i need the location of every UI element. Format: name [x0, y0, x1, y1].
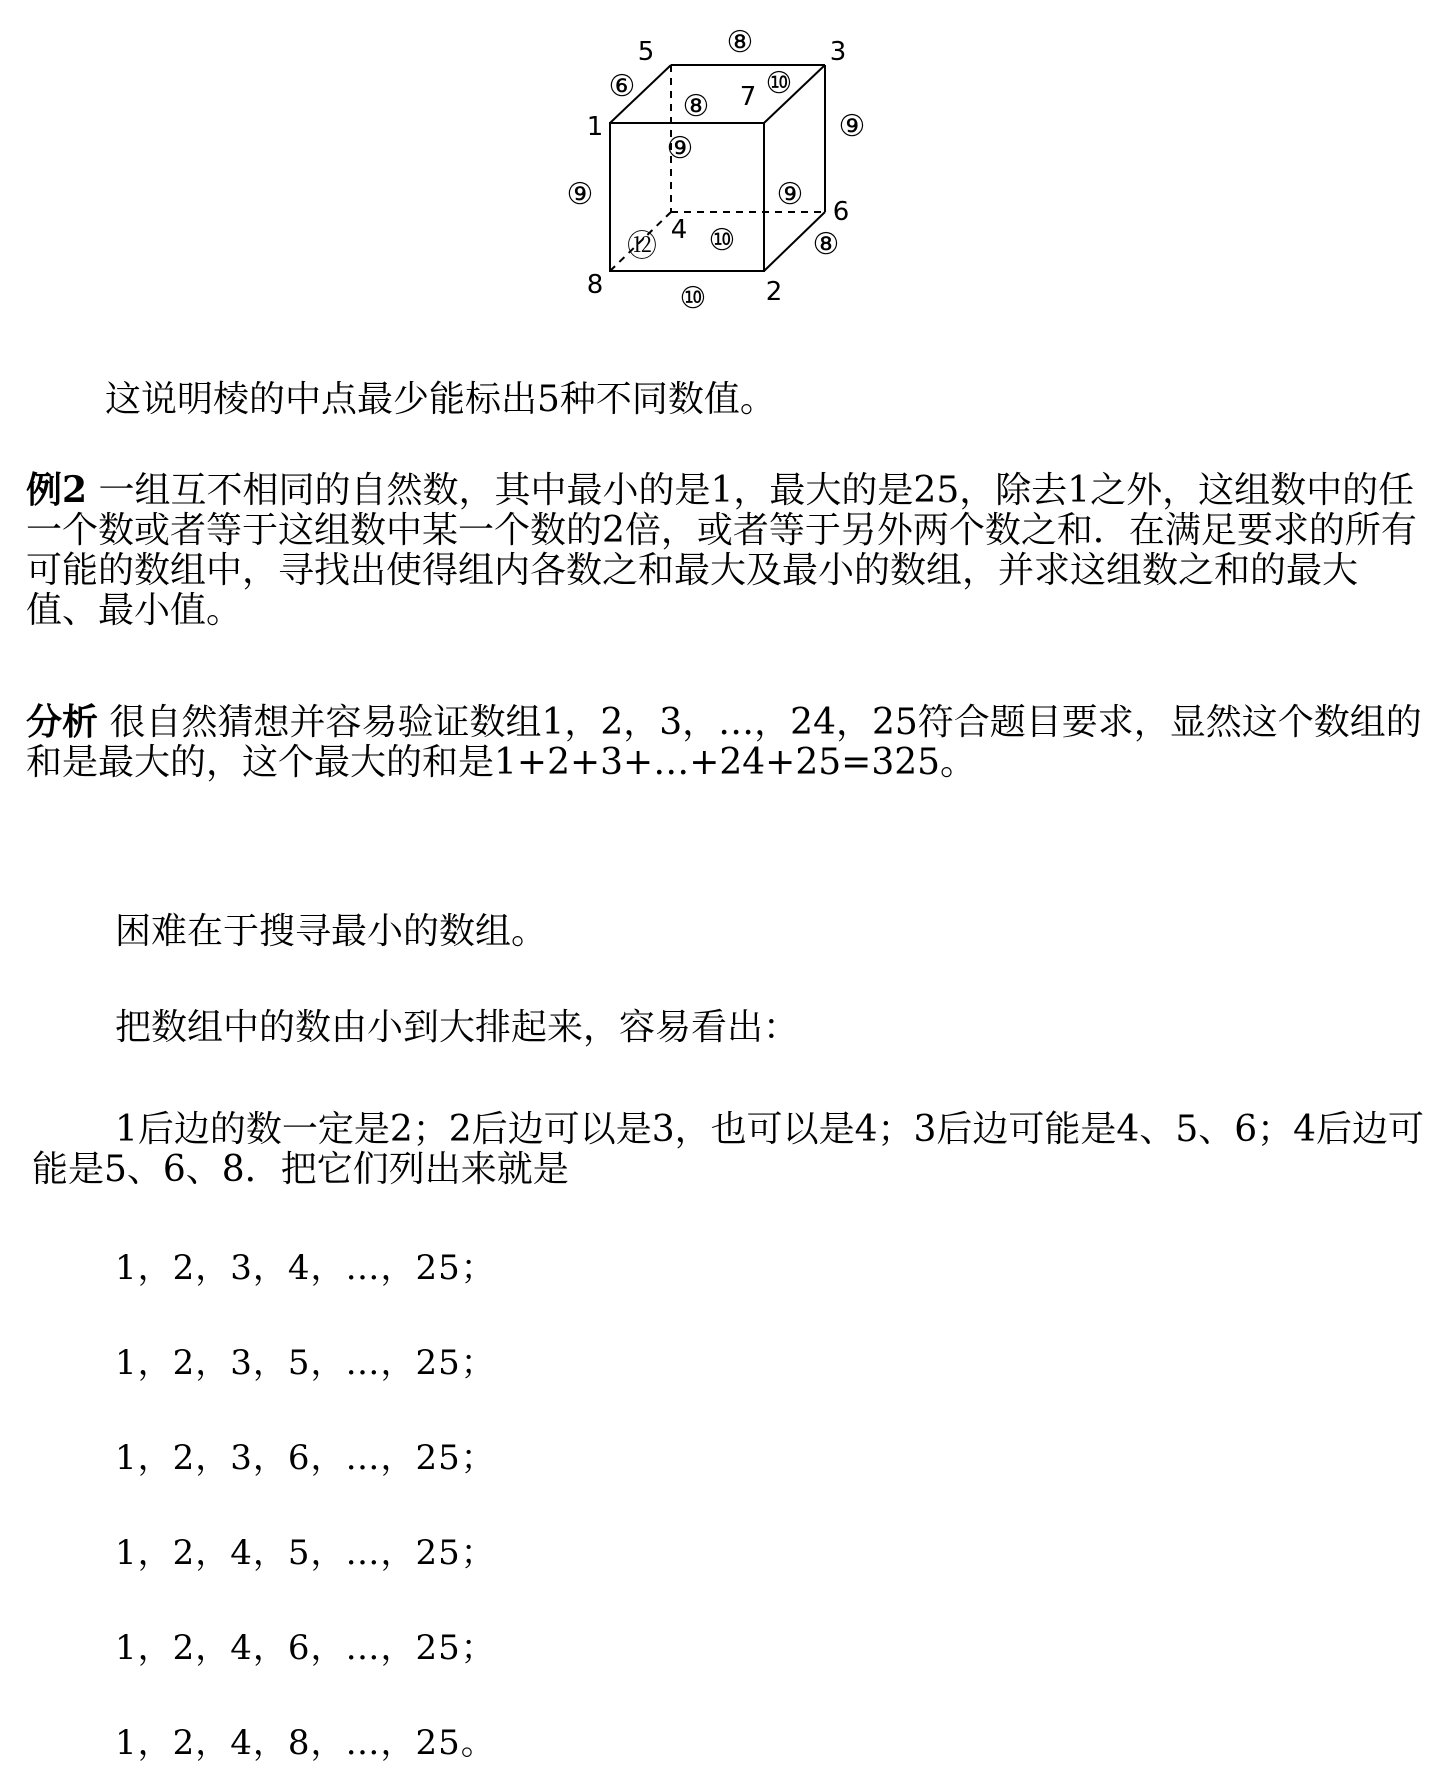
edge-value-label: ⑩ [708, 223, 736, 258]
vertex-label: 1 [586, 112, 604, 142]
analysis-paragraph [26, 702, 1426, 783]
cube-diagram [560, 10, 880, 320]
example-body: 一组互不相同的自然数，其中最小的是1，最大的是25，除去1之外，这组数中的任一个数或者等于这组数中某一个数的2倍，或者等于另外两个数之和．在满足要求的所有可能的数组中，寻找出使得组内各数之和最大及最小的数组，并求这组数之和的最大值、最小值。 [26, 470, 1417, 631]
sequence-line: 1，2，3，6，…，25； [115, 1438, 496, 1478]
vertex-label: 8 [586, 270, 604, 300]
edge-value-label: ⑩ [679, 281, 707, 316]
edge-value-label: ⑧ [812, 227, 840, 262]
edge-value-label: ⑥ [608, 69, 636, 104]
sequence-line: 1，2，4，8，…，25。 [115, 1723, 496, 1763]
cube-figure [560, 10, 880, 320]
vertex-label: 4 [670, 215, 688, 245]
edge-value-label: ⑫ [627, 229, 657, 264]
edge-value-label: ⑩ [765, 66, 793, 101]
sequence-line: 1，2，3，4，…，25； [115, 1248, 496, 1288]
vertex-label: 7 [739, 82, 757, 112]
example-paragraph [26, 470, 1426, 631]
example-label: 例2 [26, 469, 88, 511]
vertex-label: 6 [832, 197, 850, 227]
successor-rules-text: 1后边的数一定是2；2后边可以是3，也可以是4；3后边可能是4、5、6；4后边可能是5、6、8．把它们列出来就是 [32, 1109, 1425, 1190]
difficulty-text: 困难在于搜寻最小的数组。 [115, 911, 548, 952]
sequence-line: 1，2，3，5，…，25； [115, 1343, 496, 1383]
sequence-line: 1，2，4，6，…，25； [115, 1628, 496, 1668]
vertex-label: 5 [637, 37, 655, 67]
edge-value-label: ⑨ [566, 177, 594, 212]
edge-value-label: ⑧ [682, 89, 710, 124]
edge-value-label: ⑧ [726, 25, 754, 60]
edge-value-label: ⑨ [838, 109, 866, 144]
analysis-body: 很自然猜想并容易验证数组1，2，3，…，24，25符合题目要求，显然这个数组的和是最大的，这个最大的和是1+2+3+…+24+25=325。 [26, 702, 1422, 783]
analysis-label: 分析 [26, 701, 99, 743]
sequence-line: 1，2，4，5，…，25； [115, 1533, 496, 1573]
sort-intro-text: 把数组中的数由小到大排起来，容易看出： [115, 1007, 800, 1048]
summary-text: 这说明棱的中点最少能标出5种不同数值。 [105, 379, 776, 420]
vertex-label: 3 [829, 37, 847, 67]
edge-value-label: ⑨ [776, 177, 804, 212]
edge-value-label: ⑨ [666, 131, 694, 166]
vertex-label: 2 [765, 277, 783, 307]
